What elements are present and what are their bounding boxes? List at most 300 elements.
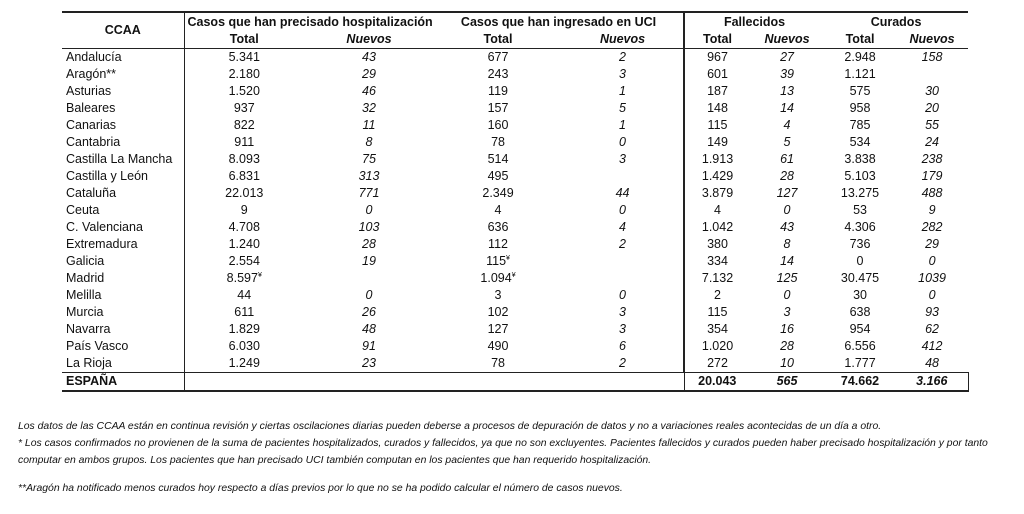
total-fall-total: 20.043 [684, 373, 750, 392]
cell-uci-nuevos-value: 5 [619, 101, 626, 115]
cell-uci-total [434, 134, 562, 151]
cell-hosp-total-value: 911 [234, 135, 255, 149]
table-row [62, 338, 968, 355]
cell-ccaa: Castilla y León [66, 169, 148, 183]
footnote-revision: Los datos de las CCAA están en continua revisión y ciertas oscilaciones diarias pueden deberse a procesos de depuración de datos y no a variaciones reales acontecidas de un día a otro. [18, 421, 882, 432]
cell-hosp-nuevos-value: 26 [362, 305, 376, 319]
cell-fall-total [684, 168, 750, 185]
cell-hosp-total [184, 49, 304, 67]
cell-hosp-total [184, 219, 304, 236]
header-hosp-nuevos: Nuevos [304, 31, 434, 49]
cell-cur-nuevos-value: 9 [928, 203, 936, 217]
cell-cur-total [824, 321, 896, 338]
cell-cur-nuevos [896, 338, 968, 355]
cell-hosp-nuevos [304, 202, 434, 219]
cell-fall-nuevos [750, 100, 824, 117]
cell-fall-total-value: 149 [707, 135, 728, 149]
cell-fall-nuevos [750, 185, 824, 202]
cell-hosp-nuevos-value: 32 [362, 101, 376, 115]
cell-uci-total [434, 202, 562, 219]
cell-cur-total [824, 117, 896, 134]
cell-fall-total-value: 354 [707, 322, 728, 336]
cell-fall-nuevos [750, 134, 824, 151]
cell-uci-total-value: 3 [494, 288, 502, 302]
cell-hosp-total-value: 611 [234, 305, 255, 319]
cell-ccaa: Aragón** [66, 67, 117, 81]
cell-uci-nuevos-value: 6 [619, 339, 626, 353]
cell-fall-nuevos-value: 4 [783, 118, 791, 132]
cell-fall-nuevos [750, 287, 824, 304]
cell-fall-nuevos-value: 3 [783, 305, 791, 319]
cell-fall-total [684, 236, 750, 253]
cell-fall-nuevos [750, 338, 824, 355]
cell-uci-nuevos-value: 1 [619, 118, 626, 132]
cell-uci-total [434, 83, 562, 100]
cell-fall-total-value: 7.132 [701, 271, 734, 285]
cell-hosp-total [184, 287, 304, 304]
cell-cur-nuevos-value: 158 [921, 50, 943, 64]
header-cur-total: Total [824, 31, 896, 49]
cell-cur-nuevos-value: 238 [921, 152, 943, 166]
cell-uci-nuevos [562, 355, 684, 373]
cell-cur-nuevos [896, 83, 968, 100]
cell-cur-nuevos-value: 30 [925, 84, 939, 98]
cell-cur-nuevos-value: 29 [925, 237, 939, 251]
cell-cur-nuevos [896, 134, 968, 151]
cell-hosp-total-value: 2.554 [228, 254, 260, 268]
cell-hosp-total-value: 1.249 [228, 356, 260, 370]
table-row [62, 185, 968, 202]
cell-cur-total-value: 5.103 [844, 169, 876, 183]
cell-uci-nuevos [562, 100, 684, 117]
cell-fall-total-value: 380 [707, 237, 728, 251]
cell-hosp-nuevos-value: 75 [362, 152, 376, 166]
cell-fall-nuevos [750, 66, 824, 83]
cell-cur-total [824, 83, 896, 100]
cell-hosp-total [184, 185, 304, 202]
cell-fall-total [684, 151, 750, 168]
cell-fall-total [684, 270, 750, 287]
cell-fall-total [684, 287, 750, 304]
cell-cur-total-value: 4.306 [844, 220, 876, 234]
cell-fall-total-value: 1.429 [701, 169, 734, 183]
cell-cur-nuevos [896, 202, 968, 219]
cell-uci-total-value: 112 [488, 237, 508, 251]
cell-fall-nuevos-value: 13 [780, 84, 794, 98]
cell-cur-nuevos-value: 0 [928, 288, 936, 302]
cell-cur-nuevos-value: 20 [925, 101, 939, 115]
table-row [62, 168, 968, 185]
cell-cur-total [824, 219, 896, 236]
cell-hosp-total [184, 117, 304, 134]
table-row [62, 304, 968, 321]
cell-fall-nuevos [750, 355, 824, 373]
cell-cur-nuevos-value: 412 [921, 339, 943, 353]
cell-uci-nuevos-value: 3 [619, 152, 626, 166]
cell-cur-total [824, 202, 896, 219]
cell-hosp-total-value: 1.829 [228, 322, 260, 336]
cell-fall-total [684, 49, 750, 67]
cell-cur-nuevos [896, 100, 968, 117]
cell-hosp-nuevos-value: 19 [362, 254, 376, 268]
cell-hosp-nuevos [304, 270, 434, 287]
cell-fall-nuevos [750, 202, 824, 219]
cell-fall-total [684, 134, 750, 151]
header-ccaa: CCAA [62, 12, 184, 49]
cell-hosp-total [184, 66, 304, 83]
cell-ccaa: Madrid [66, 271, 105, 285]
cell-hosp-total [184, 100, 304, 117]
cell-cur-nuevos-value: 1039 [918, 271, 946, 285]
cell-hosp-total [184, 355, 304, 373]
cell-cur-total-value: 30 [853, 288, 867, 302]
cell-cur-total-value: 1.121 [844, 67, 876, 81]
total-hosp-nuevos [304, 373, 434, 392]
cell-uci-total [434, 338, 562, 355]
cell-hosp-total-value: 9 [240, 203, 248, 217]
cell-hosp-total-value: 1.520 [228, 84, 260, 98]
table-body [62, 49, 968, 373]
cell-cur-total-value: 785 [849, 118, 871, 132]
cell-hosp-total [184, 321, 304, 338]
footnote-marker: ¥ [506, 255, 510, 262]
cell-hosp-total-value: 4.708 [228, 220, 260, 234]
cell-ccaa: Asturias [66, 84, 112, 98]
cell-cur-nuevos-value: 93 [925, 305, 939, 319]
cell-cur-nuevos [896, 270, 968, 287]
covid-data-table [62, 11, 969, 392]
cell-uci-nuevos-value: 0 [619, 203, 626, 217]
cell-ccaa: C. Valenciana [66, 220, 143, 234]
table-row [62, 355, 968, 373]
cell-fall-total-value: 272 [707, 356, 728, 370]
cell-uci-total-value: 102 [487, 305, 509, 319]
cell-fall-total-value: 1.042 [701, 220, 734, 234]
cell-uci-total-value: 157 [487, 101, 509, 115]
header-uci-nuevos: Nuevos [562, 31, 684, 49]
cell-fall-total-value: 2 [714, 288, 721, 302]
cell-uci-total [434, 168, 562, 185]
cell-cur-total [824, 49, 896, 67]
cell-hosp-nuevos [304, 185, 434, 202]
cell-cur-total-value: 638 [849, 305, 871, 319]
cell-cur-nuevos [896, 168, 968, 185]
cell-ccaa: Melilla [66, 288, 102, 302]
cell-uci-total [434, 236, 562, 253]
cell-fall-total-value: 1.913 [701, 152, 734, 166]
cell-cur-nuevos-value: 48 [925, 356, 939, 370]
cell-cur-nuevos-value: 24 [925, 135, 939, 149]
cell-uci-total [434, 66, 562, 83]
cell-uci-total [434, 253, 562, 270]
cell-hosp-nuevos [304, 304, 434, 321]
cell-uci-nuevos-value: 44 [615, 186, 630, 200]
cell-ccaa: La Rioja [66, 356, 112, 370]
header-hospitalizacion: Casos que han precisado hospitalización [184, 12, 434, 31]
cell-cur-total [824, 151, 896, 168]
cell-uci-total-value: 78 [491, 356, 505, 370]
footnote-marker: ¥ [257, 272, 262, 279]
cell-ccaa: Galicia [66, 254, 105, 268]
cell-cur-total [824, 236, 896, 253]
cell-cur-total [824, 253, 896, 270]
cell-hosp-nuevos-value: 91 [362, 339, 376, 353]
footnote-marker: ¥ [511, 272, 516, 279]
cell-cur-total [824, 185, 896, 202]
cell-hosp-nuevos-value: 46 [362, 84, 376, 98]
cell-hosp-nuevos-value: 8 [365, 135, 373, 149]
cell-fall-nuevos [750, 151, 824, 168]
cell-cur-total-value: 53 [853, 203, 867, 217]
cell-hosp-nuevos-value: 28 [362, 237, 376, 251]
header-fall-nuevos: Nuevos [750, 31, 824, 49]
total-cur-total: 74.662 [824, 373, 896, 392]
cell-cur-nuevos [896, 287, 968, 304]
cell-uci-total [434, 304, 562, 321]
cell-uci-nuevos [562, 49, 684, 67]
cell-fall-nuevos-value: 14 [780, 254, 794, 268]
cell-hosp-nuevos [304, 168, 434, 185]
cell-fall-nuevos-value: 0 [783, 203, 791, 217]
cell-cur-nuevos [896, 117, 968, 134]
cell-ccaa: Baleares [66, 101, 116, 115]
cell-fall-nuevos-value: 14 [780, 101, 794, 115]
cell-cur-total-value: 0 [856, 254, 864, 268]
cell-cur-nuevos-value: 62 [925, 322, 939, 336]
cell-uci-nuevos-value: 3 [619, 305, 626, 319]
cell-uci-total-value: 4 [494, 203, 502, 217]
cell-fall-nuevos-value: 127 [776, 186, 798, 200]
cell-fall-total-value: 115 [707, 118, 728, 132]
table-row [62, 117, 968, 134]
cell-uci-nuevos [562, 287, 684, 304]
cell-uci-nuevos [562, 134, 684, 151]
cell-cur-total [824, 270, 896, 287]
cell-cur-nuevos [896, 321, 968, 338]
cell-hosp-nuevos-value: 11 [362, 118, 376, 132]
cell-ccaa: Castilla La Mancha [66, 152, 173, 166]
cell-hosp-total [184, 151, 304, 168]
cell-uci-total [434, 287, 562, 304]
cell-ccaa: Canarias [66, 118, 117, 132]
cell-hosp-nuevos [304, 117, 434, 134]
cell-cur-total [824, 134, 896, 151]
cell-hosp-total-value: 6.030 [228, 339, 260, 353]
cell-fall-nuevos [750, 219, 824, 236]
cell-hosp-nuevos-value: 0 [365, 288, 373, 302]
cell-cur-total [824, 100, 896, 117]
table-row [62, 236, 968, 253]
table-row [62, 270, 968, 287]
cell-uci-total-value: 490 [487, 339, 509, 353]
cell-fall-nuevos-value: 0 [783, 288, 791, 302]
cell-hosp-nuevos [304, 219, 434, 236]
cell-cur-total-value: 534 [849, 135, 871, 149]
cell-fall-total [684, 83, 750, 100]
cell-hosp-nuevos [304, 287, 434, 304]
cell-uci-nuevos-value: 3 [619, 322, 626, 336]
cell-hosp-nuevos [304, 236, 434, 253]
cell-cur-nuevos [896, 355, 968, 373]
cell-uci-nuevos-value: 3 [619, 67, 626, 81]
cell-uci-total-value: 2.349 [482, 186, 514, 200]
cell-hosp-nuevos [304, 66, 434, 83]
cell-uci-nuevos [562, 304, 684, 321]
cell-cur-nuevos [896, 49, 968, 67]
cell-uci-total [434, 355, 562, 373]
cell-cur-total-value: 3.838 [844, 152, 876, 166]
cell-uci-total [434, 185, 562, 202]
cell-uci-total-value: 243 [487, 67, 509, 81]
cell-hosp-total [184, 270, 304, 287]
cell-ccaa: Ceuta [66, 203, 100, 217]
cell-uci-nuevos-value: 4 [619, 220, 626, 234]
cell-fall-total [684, 321, 750, 338]
cell-fall-total-value: 148 [707, 101, 728, 115]
cell-fall-total [684, 338, 750, 355]
cell-uci-nuevos [562, 236, 684, 253]
cell-fall-total-value: 601 [707, 67, 728, 81]
cell-uci-nuevos-value: 0 [619, 135, 626, 149]
cell-fall-total-value: 3.879 [701, 186, 734, 200]
cell-cur-total-value: 1.777 [844, 356, 876, 370]
cell-hosp-total [184, 83, 304, 100]
cell-fall-nuevos-value: 125 [776, 271, 798, 285]
cell-cur-nuevos-value: 179 [921, 169, 943, 183]
cell-uci-nuevos [562, 338, 684, 355]
cell-fall-total-value: 4 [714, 203, 721, 217]
cell-hosp-nuevos-value: 43 [362, 50, 376, 64]
header-hosp-total: Total [184, 31, 304, 49]
cell-fall-nuevos-value: 39 [780, 67, 794, 81]
cell-hosp-nuevos [304, 83, 434, 100]
covid-table-container [62, 11, 968, 392]
cell-uci-total-value: 119 [488, 84, 508, 98]
cell-fall-total [684, 100, 750, 117]
cell-cur-nuevos-value: 55 [925, 118, 939, 132]
table-row [62, 219, 968, 236]
table-row [62, 134, 968, 151]
cell-uci-nuevos [562, 83, 684, 100]
cell-ccaa: Cataluña [66, 186, 117, 200]
cell-fall-nuevos-value: 16 [780, 322, 794, 336]
footnotes [18, 418, 1014, 497]
total-fall-nuevos: 565 [750, 373, 824, 392]
cell-cur-nuevos [896, 151, 968, 168]
cell-hosp-total-value: 1.240 [228, 237, 260, 251]
cell-hosp-nuevos [304, 100, 434, 117]
cell-ccaa: País Vasco [66, 339, 129, 353]
cell-hosp-total [184, 168, 304, 185]
cell-uci-nuevos [562, 168, 684, 185]
cell-ccaa: Extremadura [66, 237, 138, 251]
cell-ccaa: Navarra [66, 322, 111, 336]
cell-fall-nuevos-value: 27 [780, 50, 794, 64]
cell-uci-nuevos [562, 66, 684, 83]
cell-fall-nuevos-value: 10 [780, 356, 794, 370]
cell-cur-total [824, 304, 896, 321]
cell-hosp-total-value: 22.013 [225, 186, 264, 200]
cell-ccaa: Andalucía [66, 50, 122, 64]
table-row [62, 321, 968, 338]
cell-hosp-total [184, 253, 304, 270]
total-row [62, 373, 968, 392]
cell-uci-total-value: 514 [487, 152, 509, 166]
table-row [62, 49, 968, 67]
cell-fall-total [684, 253, 750, 270]
cell-fall-nuevos [750, 253, 824, 270]
cell-fall-nuevos-value: 43 [780, 220, 794, 234]
cell-ccaa: Murcia [66, 305, 104, 319]
cell-fall-total-value: 115 [707, 305, 728, 319]
cell-hosp-nuevos-value: 23 [362, 356, 376, 370]
total-uci-nuevos [562, 373, 684, 392]
cell-hosp-nuevos [304, 151, 434, 168]
cell-hosp-nuevos-value: 29 [362, 67, 376, 81]
cell-hosp-nuevos-value: 103 [358, 220, 380, 234]
total-cur-nuevos: 3.166 [896, 373, 968, 392]
cell-uci-total [434, 100, 562, 117]
cell-cur-nuevos [896, 219, 968, 236]
table-row [62, 202, 968, 219]
cell-hosp-total-value: 6.831 [228, 169, 260, 183]
cell-uci-total [434, 151, 562, 168]
cell-hosp-nuevos-value: 313 [358, 169, 380, 183]
cell-hosp-total-value: 5.341 [228, 50, 260, 64]
cell-uci-total [434, 321, 562, 338]
cell-fall-total [684, 304, 750, 321]
cell-fall-nuevos [750, 236, 824, 253]
cell-hosp-nuevos [304, 49, 434, 67]
cell-hosp-total-value: 8.093 [228, 152, 260, 166]
cell-cur-total-value: 958 [849, 101, 871, 115]
cell-hosp-nuevos-value: 0 [365, 203, 373, 217]
cell-fall-total-value: 334 [707, 254, 728, 268]
cell-cur-total-value: 2.948 [844, 50, 876, 64]
cell-fall-nuevos [750, 83, 824, 100]
cell-cur-nuevos [896, 253, 968, 270]
cell-ccaa: Cantabria [66, 135, 121, 149]
cell-fall-total [684, 185, 750, 202]
cell-fall-nuevos [750, 304, 824, 321]
cell-uci-nuevos [562, 151, 684, 168]
cell-uci-nuevos [562, 253, 684, 270]
table-row [62, 151, 968, 168]
cell-hosp-total-value: 937 [233, 101, 255, 115]
cell-fall-nuevos [750, 49, 824, 67]
cell-hosp-total [184, 236, 304, 253]
cell-uci-nuevos-value: 2 [619, 50, 626, 64]
cell-uci-nuevos-value: 2 [619, 237, 626, 251]
cell-cur-nuevos-value: 0 [928, 254, 936, 268]
cell-fall-total [684, 117, 750, 134]
table-row [62, 287, 968, 304]
cell-cur-total [824, 355, 896, 373]
cell-cur-nuevos-value: 488 [921, 186, 943, 200]
cell-fall-nuevos-value: 28 [780, 169, 794, 183]
cell-uci-nuevos-value: 0 [619, 288, 626, 302]
header-uci-total: Total [434, 31, 562, 49]
cell-uci-total-value: 495 [487, 169, 509, 183]
cell-cur-total [824, 66, 896, 83]
table-row [62, 100, 968, 117]
cell-uci-total [434, 219, 562, 236]
total-hosp-total [184, 373, 304, 392]
cell-hosp-total [184, 304, 304, 321]
cell-cur-nuevos [896, 185, 968, 202]
cell-uci-nuevos [562, 270, 684, 287]
cell-hosp-nuevos-value: 48 [362, 322, 376, 336]
